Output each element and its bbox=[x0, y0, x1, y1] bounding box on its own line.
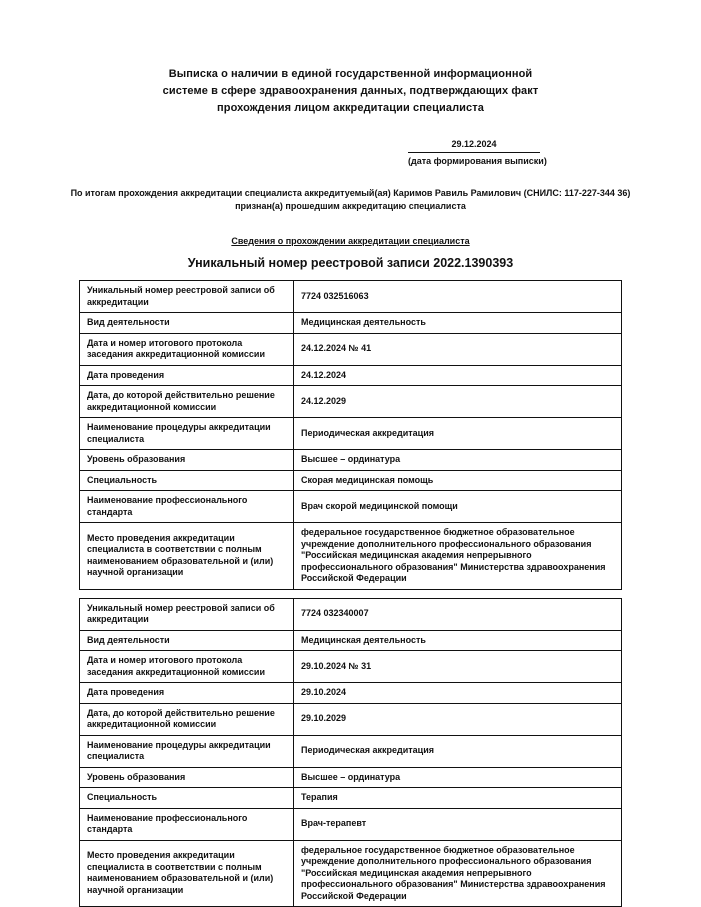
row-value-cell: Высшее – ординатура bbox=[294, 767, 622, 788]
row-label-cell: Дата проведения bbox=[80, 365, 294, 386]
table-row bbox=[80, 386, 622, 418]
table-row bbox=[80, 598, 622, 630]
row-value-cell: 7724 032340007 bbox=[294, 598, 622, 630]
row-label-cell: Уникальный номер реестровой записи об аккредитации bbox=[80, 598, 294, 630]
row-value-cell: 7724 032516063 bbox=[294, 281, 622, 313]
row-value-cell: федеральное государственное бюджетное образовательное учреждение дополнительного профессионального образования "Российская медицинская академия непрерывного профессионального образования" Министерства здравоохранения Российской Федерации bbox=[294, 840, 622, 907]
table-row bbox=[80, 703, 622, 735]
row-value-cell: 24.12.2024 № 41 bbox=[294, 333, 622, 365]
issue-date-block bbox=[408, 138, 540, 167]
table-row bbox=[80, 630, 622, 651]
document-title-line: прохождения лицом аккредитации специалиста bbox=[116, 100, 586, 117]
row-label-cell: Наименование профессионального стандарта bbox=[80, 808, 294, 840]
row-label-cell: Наименование профессионального стандарта bbox=[80, 491, 294, 523]
table-row bbox=[80, 470, 622, 491]
row-value-cell: Врач-терапевт bbox=[294, 808, 622, 840]
table-row bbox=[80, 418, 622, 450]
table-row bbox=[80, 735, 622, 767]
row-label-cell: Специальность bbox=[80, 470, 294, 491]
row-value-cell: Высшее – ординатура bbox=[294, 450, 622, 471]
section-heading: Сведения о прохождении аккредитации специалиста bbox=[0, 235, 701, 247]
row-value-cell: Врач скорой медицинской помощи bbox=[294, 491, 622, 523]
table-row bbox=[80, 651, 622, 683]
row-label-cell: Дата, до которой действительно решение аккредитационной комиссии bbox=[80, 386, 294, 418]
document-title-line: системе в сфере здравоохранения данных, подтверждающих факт bbox=[116, 83, 586, 100]
row-value-cell: 29.10.2029 bbox=[294, 703, 622, 735]
row-value-cell: 29.10.2024 bbox=[294, 683, 622, 704]
row-label-cell: Дата и номер итогового протокола заседания аккредитационной комиссии bbox=[80, 651, 294, 683]
record-number-heading: Уникальный номер реестровой записи 2022.1390393 bbox=[0, 255, 701, 271]
row-label-cell: Наименование процедуры аккредитации специалиста bbox=[80, 418, 294, 450]
row-value-cell: Скорая медицинская помощь bbox=[294, 470, 622, 491]
table-row bbox=[80, 281, 622, 313]
row-label-cell: Вид деятельности bbox=[80, 313, 294, 334]
row-label-cell: Наименование процедуры аккредитации специалиста bbox=[80, 735, 294, 767]
table-row bbox=[80, 523, 622, 590]
row-value-cell: Терапия bbox=[294, 788, 622, 809]
intro-paragraph: По итогам прохождения аккредитации специалиста аккредитуемый(ая) Каримов Равиль Рамилович (СНИЛС: 117-227-344 36) признан(а) прошедшим аккредитацию специалиста bbox=[70, 187, 632, 213]
row-value-cell: 24.12.2024 bbox=[294, 365, 622, 386]
row-label-cell: Вид деятельности bbox=[80, 630, 294, 651]
row-value-cell: федеральное государственное бюджетное образовательное учреждение дополнительного профессионального образования "Российская медицинская академия непрерывного профессионального образования" Министерства здравоохранения Российской Федерации bbox=[294, 523, 622, 590]
row-label-cell: Дата проведения bbox=[80, 683, 294, 704]
table-row bbox=[80, 450, 622, 471]
table-row bbox=[80, 313, 622, 334]
document-title bbox=[116, 66, 586, 117]
table-row bbox=[80, 840, 622, 907]
issue-date-value: 29.12.2024 bbox=[408, 138, 540, 153]
row-value-cell: 24.12.2029 bbox=[294, 386, 622, 418]
row-value-cell: Медицинская деятельность bbox=[294, 313, 622, 334]
row-value-cell: Периодическая аккредитация bbox=[294, 735, 622, 767]
table-row bbox=[80, 365, 622, 386]
row-value-cell: Периодическая аккредитация bbox=[294, 418, 622, 450]
row-value-cell: Медицинская деятельность bbox=[294, 630, 622, 651]
issue-date-caption: (дата формирования выписки) bbox=[408, 153, 540, 167]
row-label-cell: Уровень образования bbox=[80, 450, 294, 471]
row-label-cell: Дата, до которой действительно решение аккредитационной комиссии bbox=[80, 703, 294, 735]
table-row bbox=[80, 491, 622, 523]
table-row bbox=[80, 333, 622, 365]
row-label-cell: Уровень образования bbox=[80, 767, 294, 788]
table-row bbox=[80, 788, 622, 809]
table-row bbox=[80, 767, 622, 788]
table-row bbox=[80, 808, 622, 840]
document-title-line: Выписка о наличии в единой государственной информационной bbox=[116, 66, 586, 83]
row-label-cell: Место проведения аккредитации специалиста в соответствии с полным наименованием образовательной и (или) научной организации bbox=[80, 840, 294, 907]
row-label-cell: Дата и номер итогового протокола заседания аккредитационной комиссии bbox=[80, 333, 294, 365]
row-label-cell: Уникальный номер реестровой записи об аккредитации bbox=[80, 281, 294, 313]
accreditation-table-2 bbox=[79, 598, 622, 907]
row-value-cell: 29.10.2024 № 31 bbox=[294, 651, 622, 683]
row-label-cell: Место проведения аккредитации специалиста в соответствии с полным наименованием образовательной и (или) научной организации bbox=[80, 523, 294, 590]
accreditation-table-1 bbox=[79, 280, 622, 590]
row-label-cell: Специальность bbox=[80, 788, 294, 809]
table-row bbox=[80, 683, 622, 704]
